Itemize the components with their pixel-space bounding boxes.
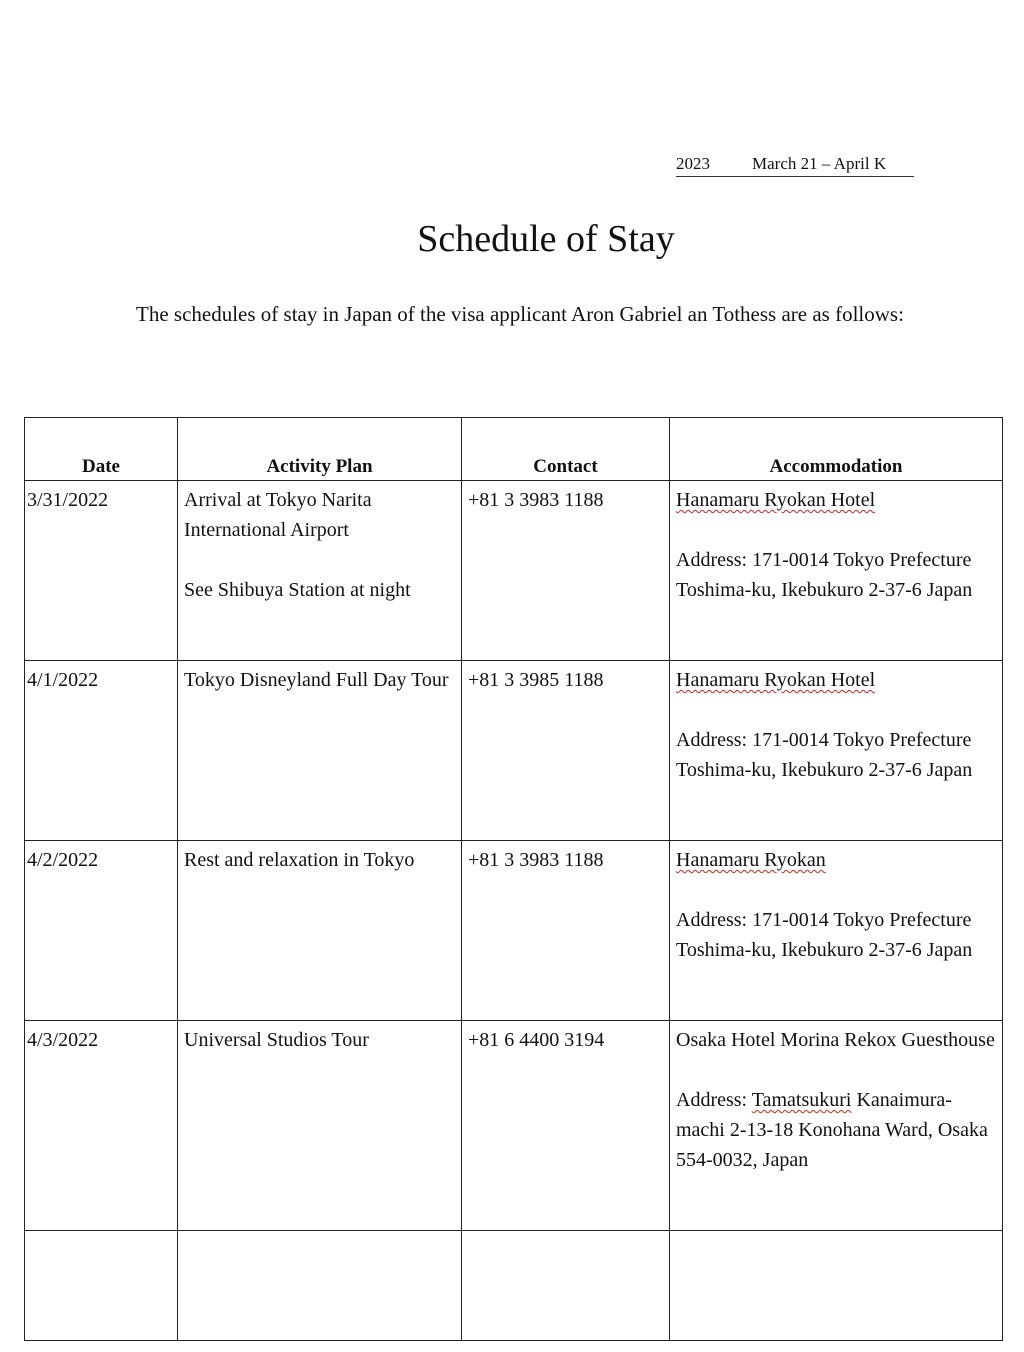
accommodation-name: Osaka Hotel Morina Rekox Guesthouse — [676, 1029, 995, 1051]
accommodation-address — [676, 545, 996, 605]
page-title: Schedule of Stay — [417, 218, 675, 260]
address-text: Kanaimura-machi 2-13-18 Konohana Ward, Osaka 554-0032, Japan — [676, 1089, 988, 1171]
address-text: 171-0014 Tokyo Prefecture Toshima-ku, Ikebukuro 2-37-6 Japan — [676, 909, 973, 961]
column-header-contact: Contact — [462, 418, 670, 481]
accommodation-name: Hanamaru Ryokan Hotel — [676, 489, 876, 511]
accommodation-address — [676, 1085, 996, 1175]
table-row — [25, 661, 1003, 841]
table-row — [25, 481, 1003, 661]
column-header-activity: Activity Plan — [178, 418, 462, 481]
table-row — [25, 841, 1003, 1021]
table-row — [25, 1021, 1003, 1231]
table-row-empty — [25, 1231, 1003, 1341]
schedule-table — [24, 417, 1003, 1341]
date-cell: 4/3/2022 — [27, 1029, 99, 1051]
contact-cell: +81 3 3985 1188 — [468, 669, 604, 691]
accommodation-name: Hanamaru Ryokan Hotel — [676, 669, 876, 691]
accommodation-address — [676, 905, 996, 965]
activity-item: Tokyo Disneyland Full Day Tour — [184, 669, 449, 691]
accommodation-address — [676, 725, 996, 785]
address-text: 171-0014 Tokyo Prefecture Toshima-ku, Ikebukuro 2-37-6 Japan — [676, 729, 973, 781]
address-street: Tamatsukuri — [751, 1089, 852, 1111]
contact-cell: +81 6 4400 3194 — [468, 1029, 605, 1051]
address-label: Address: — [676, 1089, 748, 1111]
column-header-accommodation: Accommodation — [670, 418, 1003, 481]
empty-cell — [25, 1231, 178, 1341]
activity-item: Universal Studios Tour — [184, 1029, 369, 1051]
header-date-range: March 21 – April K — [752, 154, 887, 173]
table-header-row — [25, 418, 1003, 481]
address-label: Address: — [676, 909, 748, 931]
activity-item: Rest and relaxation in Tokyo — [184, 849, 415, 871]
contact-cell: +81 3 3983 1188 — [468, 849, 604, 871]
activity-item: See Shibuya Station at night — [184, 579, 411, 601]
contact-cell: +81 3 3983 1188 — [468, 489, 604, 511]
document-date-header — [676, 152, 914, 177]
date-cell: 4/1/2022 — [27, 669, 99, 691]
column-header-date: Date — [25, 418, 178, 481]
address-label: Address: — [676, 549, 748, 571]
empty-cell — [670, 1231, 1003, 1341]
empty-cell — [178, 1231, 462, 1341]
date-cell: 4/2/2022 — [27, 849, 99, 871]
date-cell: 3/31/2022 — [27, 489, 109, 511]
empty-cell — [462, 1231, 670, 1341]
accommodation-name: Hanamaru Ryokan — [676, 849, 826, 871]
header-year: 2023 — [676, 154, 710, 173]
address-label: Address: — [676, 729, 748, 751]
address-text: 171-0014 Tokyo Prefecture Toshima-ku, Ikebukuro 2-37-6 Japan — [676, 549, 973, 601]
intro-paragraph: The schedules of stay in Japan of the visa applicant Aron Gabriel an Tothess are as follows: — [136, 302, 904, 326]
activity-item: Arrival at Tokyo Narita International Airport — [184, 489, 372, 541]
